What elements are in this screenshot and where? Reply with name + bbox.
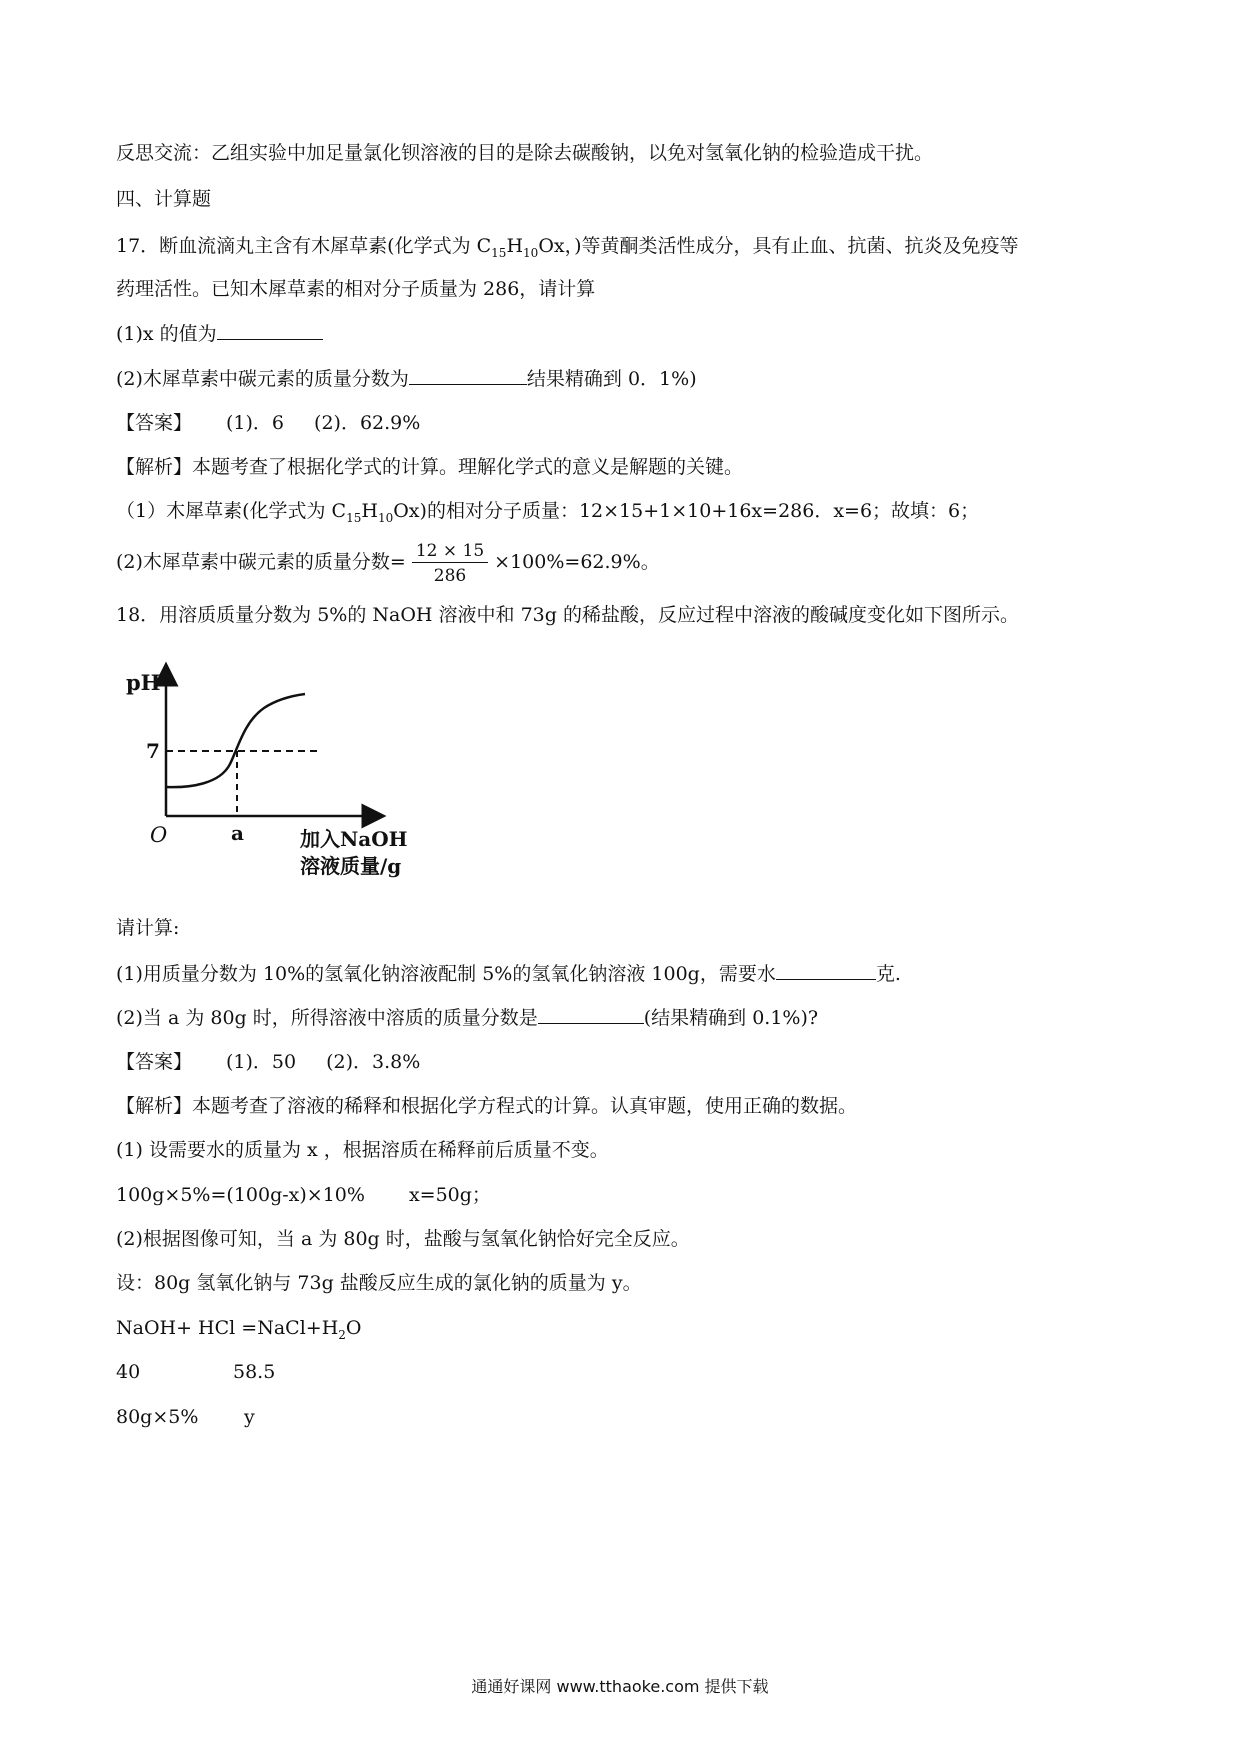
footer: 通通好课网 www.tthaoke.com 提供下载: [471, 1677, 769, 1696]
reflection-text: 反思交流：乙组实验中加足量氯化钡溶液的目的是除去碳酸钠，以免对氢氧化钠的检验造成干扰。: [116, 142, 934, 164]
answer-blank[interactable]: [776, 961, 876, 980]
molar-mass-row: 40 58.5: [116, 1361, 276, 1383]
explanation-18-part2: (2)根据图像可知，当 a 为 80g 时，盐酸与氢氧化钠恰好完全反应。: [116, 1228, 690, 1250]
answer-blank[interactable]: [217, 321, 323, 340]
question-17-line2: 药理活性。已知木犀草素的相对分子质量为 286，请计算: [116, 278, 596, 300]
dilution-equation: 100g×5%=(100g-x)×10% x=50g；: [116, 1184, 491, 1206]
section-title: 四、计算题: [116, 188, 212, 210]
x-axis-label-line2: 溶液质量/g: [300, 854, 402, 878]
explanation-17-part2: (2)木犀草素中碳元素的质量分数= $\frac{12 \times 15}{286}$ ×100%=62.9%。: [116, 540, 660, 586]
question-18: 18．用溶质质量分数为 5%的 NaOH 溶液中和 73g 的稀盐酸，反应过程中溶液的酸碱度变化如下图所示。: [116, 604, 1019, 626]
explanation-18-part1: (1) 设需要水的质量为 x ，根据溶质在稀释前后质量不变。: [116, 1139, 609, 1161]
x-axis-label-line1: 加入NaOH: [300, 827, 408, 851]
given-mass-row: 80g×5% y: [116, 1406, 255, 1428]
answer-blank[interactable]: [538, 1005, 644, 1024]
question-17-line1: 17．断血流滴丸主含有木犀草素(化学式为 $C_{15}H_{10}Ox$，)等黄酮类活性成分，具有止血、抗菌、抗炎及免疫等: [116, 235, 1019, 260]
reaction-equation: NaOH+ HCl $=NaCl+H_2O$: [116, 1317, 362, 1342]
origin-label: O: [150, 823, 168, 847]
ph-curve: [166, 694, 305, 787]
please-calc: 请计算:: [116, 917, 180, 939]
explanation-17: 【解析】本题考查了根据化学式的计算。理解化学式的意义是解题的关键。: [116, 456, 744, 478]
question-17-part1: (1)x 的值为: [116, 321, 323, 346]
y-axis-label: pH: [126, 670, 161, 695]
answer-18: 【答案】 (1)．50 (2)．3.8%: [116, 1051, 421, 1073]
answer-17: 【答案】 (1)．6 (2)．62.9%: [116, 412, 421, 434]
y-tick-7: 7: [146, 739, 160, 763]
question-18-part2: (2)当 a 为 80g 时，所得溶液中溶质的质量分数是 (结果精确到 0.1%)?: [116, 1007, 819, 1029]
x-tick-a: a: [231, 821, 244, 845]
explanation-17-part1: （1）木犀草素(化学式为 $C_{15}H_{10}Ox$)的相对分子质量：12×15+1×10+16x=286．x=6；故填：6；: [116, 500, 980, 525]
explanation-18: 【解析】本题考查了溶液的稀释和根据化学方程式的计算。认真审题，使用正确的数据。: [116, 1095, 858, 1117]
question-17-part2: (2)木犀草素中碳元素的质量分数为 结果精确到 0．1%): [116, 368, 697, 390]
question-18-part1: (1)用质量分数为 10%的氢氧化钠溶液配制 5%的氢氧化钠溶液 100g，需要水 克.: [116, 963, 901, 985]
explanation-18-setup: 设：80g 氢氧化钠与 73g 盐酸反应生成的氯化钠的质量为 y。: [116, 1272, 642, 1294]
answer-blank[interactable]: [409, 366, 527, 385]
ph-chart: [126, 660, 460, 890]
fraction: $\frac{12 \times 15}{286}$: [412, 540, 488, 587]
